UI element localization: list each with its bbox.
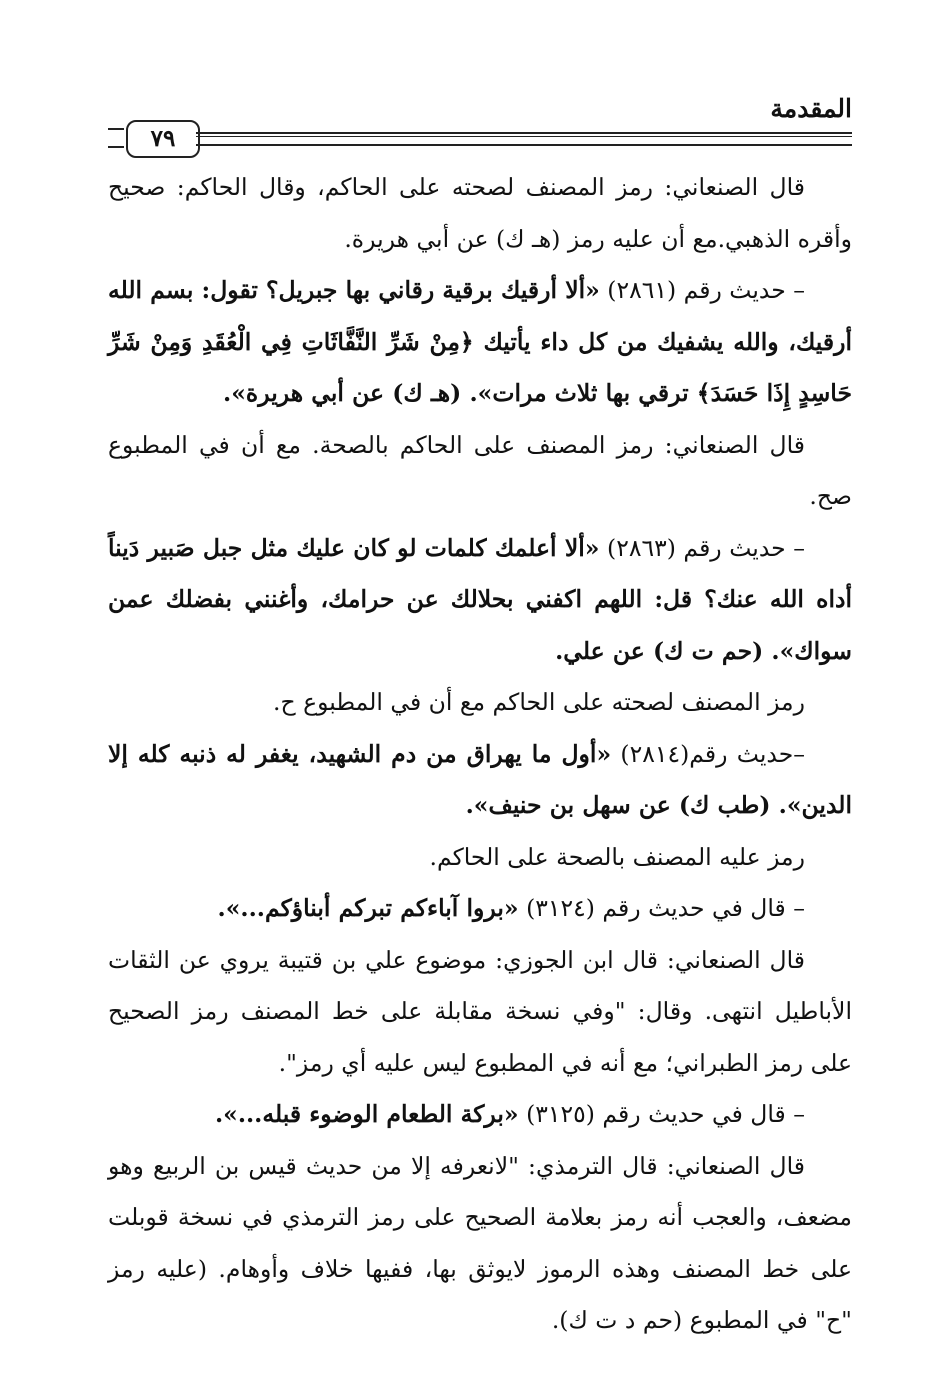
hadith-ref: – حديث رقم (٢٨٦١)	[599, 276, 805, 304]
paragraph	[108, 729, 852, 832]
paragraph-text: قال الصنعاني: رمز المصنف لصحته على الحاكم، وقال الحاكم: صحيح وأقره الذهبي.مع أن عليه رمز (هـ ك) عن أبي هريرة.	[108, 173, 852, 253]
hadith-text: «بركة الطعام الوضوء قبله...».	[214, 1100, 519, 1128]
paragraph	[108, 832, 852, 884]
rule-end-cap	[108, 128, 124, 148]
paragraph	[108, 1141, 852, 1347]
paragraph	[108, 420, 852, 523]
paragraph-text: رمز عليه المصنف بالصحة على الحاكم.	[429, 842, 805, 871]
paragraph	[108, 935, 852, 1090]
paragraph-text: قال الصنعاني: رمز المصنف على الحاكم بالصحة. مع أن في المطبوع صح.	[108, 430, 852, 510]
hadith-text: «أول ما يهراق من دم الشهيد، يغفر له ذنبه كله إلا الدين». (طب ك) عن سهل بن حنيف».	[108, 739, 852, 819]
paragraph-text: رمز المصنف لصحته على الحاكم مع أن في المطبوع ح.	[273, 688, 805, 716]
page-number: ٧٩	[126, 120, 200, 158]
body-text	[108, 162, 852, 1347]
paragraph-text: قال الصنعاني: قال ابن الجوزي: موضوع علي بن قتيبة يروي عن الثقات الأباطيل انتهى. وقال: "وفي نسخة مقابلة على خط المصنف رمز الصحيح على رمز الطبراني؛ مع أنه في المطبوع ليس عليه أي رمز".	[108, 945, 852, 1077]
header-rule	[108, 118, 852, 158]
paragraph	[108, 265, 852, 420]
double-rule	[196, 132, 852, 146]
paragraph	[108, 677, 852, 729]
paragraph	[108, 883, 852, 935]
paragraph	[108, 162, 852, 265]
hadith-ref: – حديث رقم (٢٨٦٣)	[599, 533, 805, 562]
hadith-text: «ألا أعلمك كلمات لو كان عليك مثل جبل صَبير دَيناً أداه الله عنك؟ قل: اللهم اكفني بحلالك عن حرامك، وأغنني بفضلك عمن سواك». (حم ت ك) عن علي.	[108, 533, 852, 665]
paragraph	[108, 523, 852, 678]
hadith-ref: – قال في حديث رقم (٣١٢٥)	[518, 1100, 805, 1128]
section-title: المقدمة	[770, 94, 852, 123]
hadith-text: «ألا أرقيك برقية رقاني بها جبريل؟ تقول: بسم الله أرقيك، والله يشفيك من كل داء يأتيك ﴿مِنْ شَرِّ النَّفَّاثَاتِ فِي الْعُقَدِ وَمِنْ شَرِّ حَاسِدٍ إِذَا حَسَدَ﴾ ترقي بها ثلاث مرات». (هـ ك) عن أبي هريرة».	[107, 276, 852, 407]
hadith-ref: – قال في حديث رقم (٣١٢٤)	[518, 894, 805, 922]
paragraph-text: قال الصنعاني: قال الترمذي: "لانعرفه إلا من حديث قيس بن الربيع وهو مضعف، والعجب أنه رمز بعلامة الصحيح على رمز الترمذي في نسخة قوبلت على خط المصنف وهذه الرموز لايوثق بها، ففيها خلاف وأوهام. (عليه رمز "ح" في المطبوع (حم د ت ك).	[108, 1151, 852, 1334]
hadith-ref: –حديث رقم(٢٨١٤)	[611, 739, 806, 768]
paragraph	[108, 1089, 852, 1141]
hadith-text: «بروا آباءكم تبركم أبناؤكم...».	[217, 894, 519, 922]
